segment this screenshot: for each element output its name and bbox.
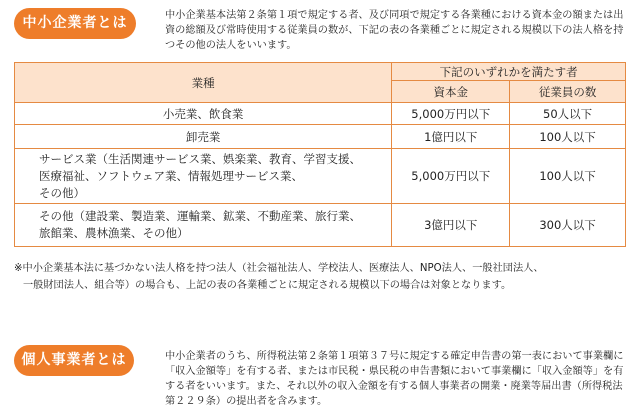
employees-cell: 100人以下 — [510, 149, 626, 204]
capital-cell: 3億円以下 — [392, 204, 510, 247]
industry-cell: 卸売業 — [15, 125, 392, 149]
sole-proprietor-description: 中小企業者のうち、所得税法第２条第１項第３７号に規定する確定申告書の第一表において事業欄に「収入金額等」を有する者、または市民税・県民税の申告書類において事業欄に「収入金額等」を有する者をいいます。また、それ以外の収入金額を有する個人事業者の開業・廃業等届出書（所得税法第２２９条）の提出者を含みます。 — [165, 351, 624, 407]
header-capital: 資本金 — [392, 81, 510, 103]
capital-cell: 5,000万円以下 — [392, 149, 510, 204]
sme-description: 中小企業基本法第２条第１項で規定する者、及び同項で規定する各業種における資本金の額または出資の総額及び常時使用する従業員の数が、下記の表の各業種ごとに規定される規模以下の法人格を持つその他の法人をいいます。 — [165, 10, 624, 51]
size-criteria-table — [14, 62, 626, 247]
capital-cell: 1億円以下 — [392, 125, 510, 149]
footnote-line: ※中小企業基本法に基づかない法人格を持つ法人（社会福祉法人、学校法人、医療法人、NPO法人、一般社団法人、 — [14, 263, 544, 274]
header-condition: 下記のいずれかを満たす者 — [392, 63, 626, 81]
employees-cell: 100人以下 — [510, 125, 626, 149]
header-industry: 業種 — [15, 63, 392, 103]
employees-cell: 300人以下 — [510, 204, 626, 247]
industry-cell: 小売業、飲食業 — [15, 103, 392, 125]
industry-line: サービス業（生活関連サービス業、娯楽業、教育、学習支援、 — [39, 151, 361, 166]
table-row — [15, 103, 626, 125]
employees-cell: 50人以下 — [510, 103, 626, 125]
table-row — [15, 125, 626, 149]
industry-cell — [15, 204, 392, 247]
industry-line: その他（建設業、製造業、運輸業、鉱業、不動産業、旅行業、 — [39, 209, 361, 223]
section-badge-sme: 中小企業者とは — [14, 8, 136, 39]
footnote-line: 一般財団法人、組合等）の場合も、上記の表の各業種ごとに規定される規模以下の場合は対象となります。 — [23, 280, 512, 291]
industry-line: その他） — [39, 185, 85, 200]
table-row — [15, 204, 626, 247]
table-row — [15, 149, 626, 204]
industry-cell — [15, 149, 392, 204]
capital-cell: 5,000万円以下 — [392, 103, 510, 125]
table-footnote — [14, 260, 636, 294]
header-employees: 従業員の数 — [510, 81, 626, 103]
industry-line: 旅館業、農林漁業、その他） — [39, 226, 189, 240]
section-badge-sole-proprietor: 個人事業者とは — [14, 345, 134, 376]
industry-line: 医療福祉、ソフトウェア業、情報処理サービス業、 — [39, 168, 304, 183]
